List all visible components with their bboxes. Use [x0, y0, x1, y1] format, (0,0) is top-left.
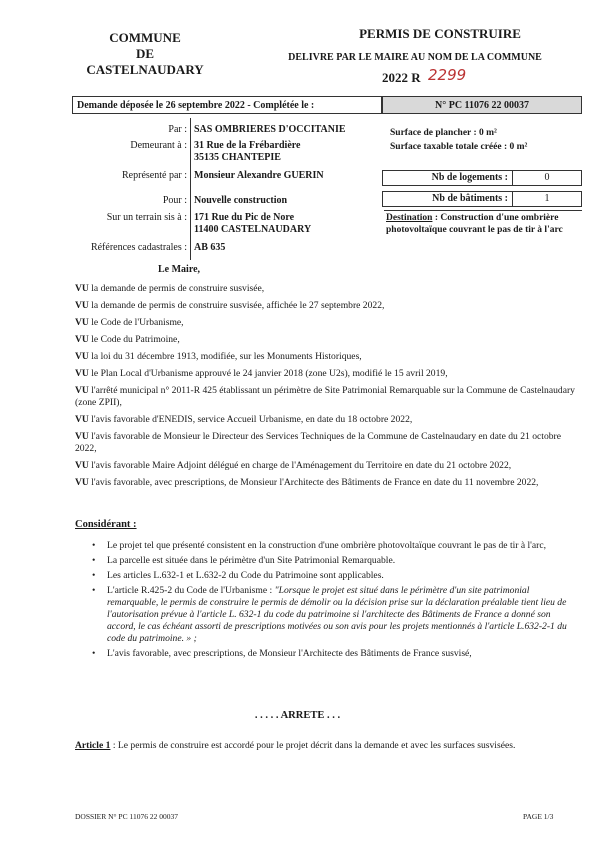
article-1-text: : Le permis de construire est accordé pour le projet décrit dans la demande et avec les surfaces susvisées.	[110, 740, 516, 751]
commune-line: COMMUNE	[109, 30, 181, 45]
vu-item	[75, 431, 575, 455]
footer-page: PAGE 1/3	[523, 812, 554, 821]
handwritten-number: 2299	[428, 66, 467, 84]
destination-divider	[384, 210, 582, 211]
vu-list	[75, 283, 575, 494]
value-terrain-city: 11400 CASTELNAUDARY	[194, 224, 312, 235]
vu-text: la demande de permis de construire susvisée,	[88, 283, 265, 294]
list-item	[90, 570, 570, 582]
vu-prefix: VU	[75, 351, 89, 362]
vu-item	[75, 460, 575, 472]
value-terrain: 171 Rue du Pic de Nore	[194, 212, 295, 223]
vu-text: le Plan Local d'Urbanisme approuvé le 24 janvier 2018 (zone U2s), modifié le 15 avril 2019,	[88, 368, 448, 379]
value-par: SAS OMBRIERES D'OCCITANIE	[194, 124, 346, 135]
surface-plancher: Surface de plancher : 0 m²	[390, 128, 497, 138]
vu-prefix: VU	[75, 334, 89, 345]
vu-text: l'arrêté municipal n° 2011-R 425 établissant un périmètre de Site Patrimonial Remarquable sur la Commune de Castelnaudary (zone ZPII),	[75, 385, 575, 408]
commune-line: DE	[135, 46, 155, 61]
arrete-heading: . . . . . ARRETE . . .	[254, 710, 341, 721]
vu-prefix: VU	[75, 368, 89, 379]
label-pour: Pour :	[162, 195, 187, 206]
label-demeurant: Demeurant à :	[130, 140, 187, 151]
considerant-list	[90, 540, 570, 663]
vu-text: le Code du Patrimoine,	[88, 334, 180, 345]
value-demeurant: 31 Rue de la Frébardière	[194, 140, 301, 151]
vu-item	[75, 385, 575, 409]
considerant-text: La parcelle est située dans le périmètre d'un Site Patrimonial Remarquable.	[107, 555, 396, 566]
batiments-value: 1	[544, 193, 550, 204]
vu-item	[75, 283, 575, 295]
vu-item	[75, 334, 575, 346]
vu-prefix: VU	[75, 300, 89, 311]
list-item	[90, 585, 570, 645]
vu-prefix: VU	[75, 283, 89, 294]
list-item	[90, 540, 570, 552]
vu-item	[75, 477, 575, 489]
label-represente: Représenté par :	[122, 170, 187, 181]
label-cadastre: Références cadastrales :	[90, 242, 187, 253]
vu-item	[75, 368, 575, 380]
label-par: Par :	[168, 124, 187, 135]
vu-text: l'avis favorable, avec prescriptions, de Monsieur l'Architecte des Bâtiments de France en date du 11 novembre 2022,	[88, 477, 539, 488]
destination-label: Destination	[386, 213, 433, 223]
vu-item	[75, 300, 575, 312]
demande-box: Demande déposée le 26 septembre 2022 - Complétée le :	[72, 96, 382, 114]
list-item	[90, 648, 570, 660]
vu-text: l'avis favorable d'ENEDIS, service Accueil Urbanisme, en date du 18 octobre 2022,	[88, 414, 413, 425]
value-represente: Monsieur Alexandre GUERIN	[194, 170, 324, 181]
label-terrain: Sur un terrain sis à :	[106, 212, 187, 223]
vu-text: l'avis favorable Maire Adjoint délégué en charge de l'Aménagement du Territoire en date du 21 octobre 2022,	[88, 460, 512, 471]
article-1-heading: Article 1	[75, 740, 111, 751]
considerant-heading: Considérant :	[75, 519, 137, 530]
vu-text: la demande de permis de construire susvisée, affichée le 27 septembre 2022,	[88, 300, 385, 311]
batiments-box	[382, 191, 582, 207]
logements-label: Nb de logements :	[383, 171, 513, 185]
le-maire: Le Maire,	[158, 264, 201, 275]
considerant-text: L'article R.425-2 du Code de l'Urbanisme :	[107, 585, 275, 596]
destination	[386, 212, 582, 236]
vu-text: l'avis favorable de Monsieur le Directeur des Services Techniques de la Commune de Castelnaudary en date du 21 octobre 2022,	[75, 431, 562, 454]
vu-prefix: VU	[75, 460, 89, 471]
destination-text: : Construction d'une ombrière photovoltaïque couvrant le pas de tir à l'arc	[386, 213, 563, 235]
vu-item	[75, 317, 575, 329]
logements-value: 0	[544, 172, 550, 183]
applicant-divider	[190, 118, 191, 260]
considerant-text: Le projet tel que présenté consistent en la construction d'une ombrière photovoltaïque couvrant le pas de tir à l'arc,	[107, 540, 547, 551]
value-demeurant-city: 35135 CHANTEPIE	[194, 152, 281, 163]
vu-prefix: VU	[75, 414, 89, 425]
footer-dossier: DOSSIER N° PC 11076 22 00037	[75, 812, 178, 821]
vu-item	[75, 351, 575, 363]
surface-taxable: Surface taxable totale créée : 0 m²	[390, 142, 528, 152]
commune-line: CASTELNAUDARY	[86, 62, 204, 77]
arrete-number: 2022 R	[382, 70, 421, 85]
value-pour: Nouvelle construction	[194, 195, 288, 206]
batiments-label: Nb de bâtiments :	[383, 192, 513, 206]
considerant-quote: "Lorsque le projet est situé dans le périmètre d'un site patrimonial remarquable, le permis de construire le permis de démolir ou la décision prise sur la déclaration préalable tient lieu de l'autorisation prévue à l'article L. 632-1 du code du patrimoine si l'architecte des Bâtiments de France a donné son accord, le cas échéant assorti de prescriptions motivées ou son avis pour les projets mentionnés à l'article L.632-2-1 du code du patrimoine. » ;	[107, 585, 567, 644]
list-item	[90, 555, 570, 567]
article-1	[75, 740, 575, 752]
vu-prefix: VU	[75, 385, 89, 396]
vu-prefix: VU	[75, 317, 89, 328]
document-title: PERMIS DE CONSTRUIRE	[359, 26, 521, 41]
value-cadastre: AB 635	[194, 242, 226, 253]
pc-number-box: N° PC 11076 22 00037	[382, 96, 582, 114]
considerant-text: Les articles L.632-1 et L.632-2 du Code du Patrimoine sont applicables.	[107, 570, 384, 581]
vu-text: la loi du 31 décembre 1913, modifiée, sur les Monuments Historiques,	[88, 351, 362, 362]
logements-box	[382, 170, 582, 186]
vu-prefix: VU	[75, 477, 89, 488]
considerant-text: L'avis favorable, avec prescriptions, de Monsieur l'Architecte des Bâtiments de France susvisé,	[107, 648, 472, 659]
vu-text: le Code de l'Urbanisme,	[88, 317, 184, 328]
delivre-subtitle: DELIVRE PAR LE MAIRE AU NOM DE LA COMMUNE	[288, 52, 542, 63]
vu-item	[75, 414, 575, 426]
vu-prefix: VU	[75, 431, 89, 442]
commune-header	[60, 30, 230, 78]
